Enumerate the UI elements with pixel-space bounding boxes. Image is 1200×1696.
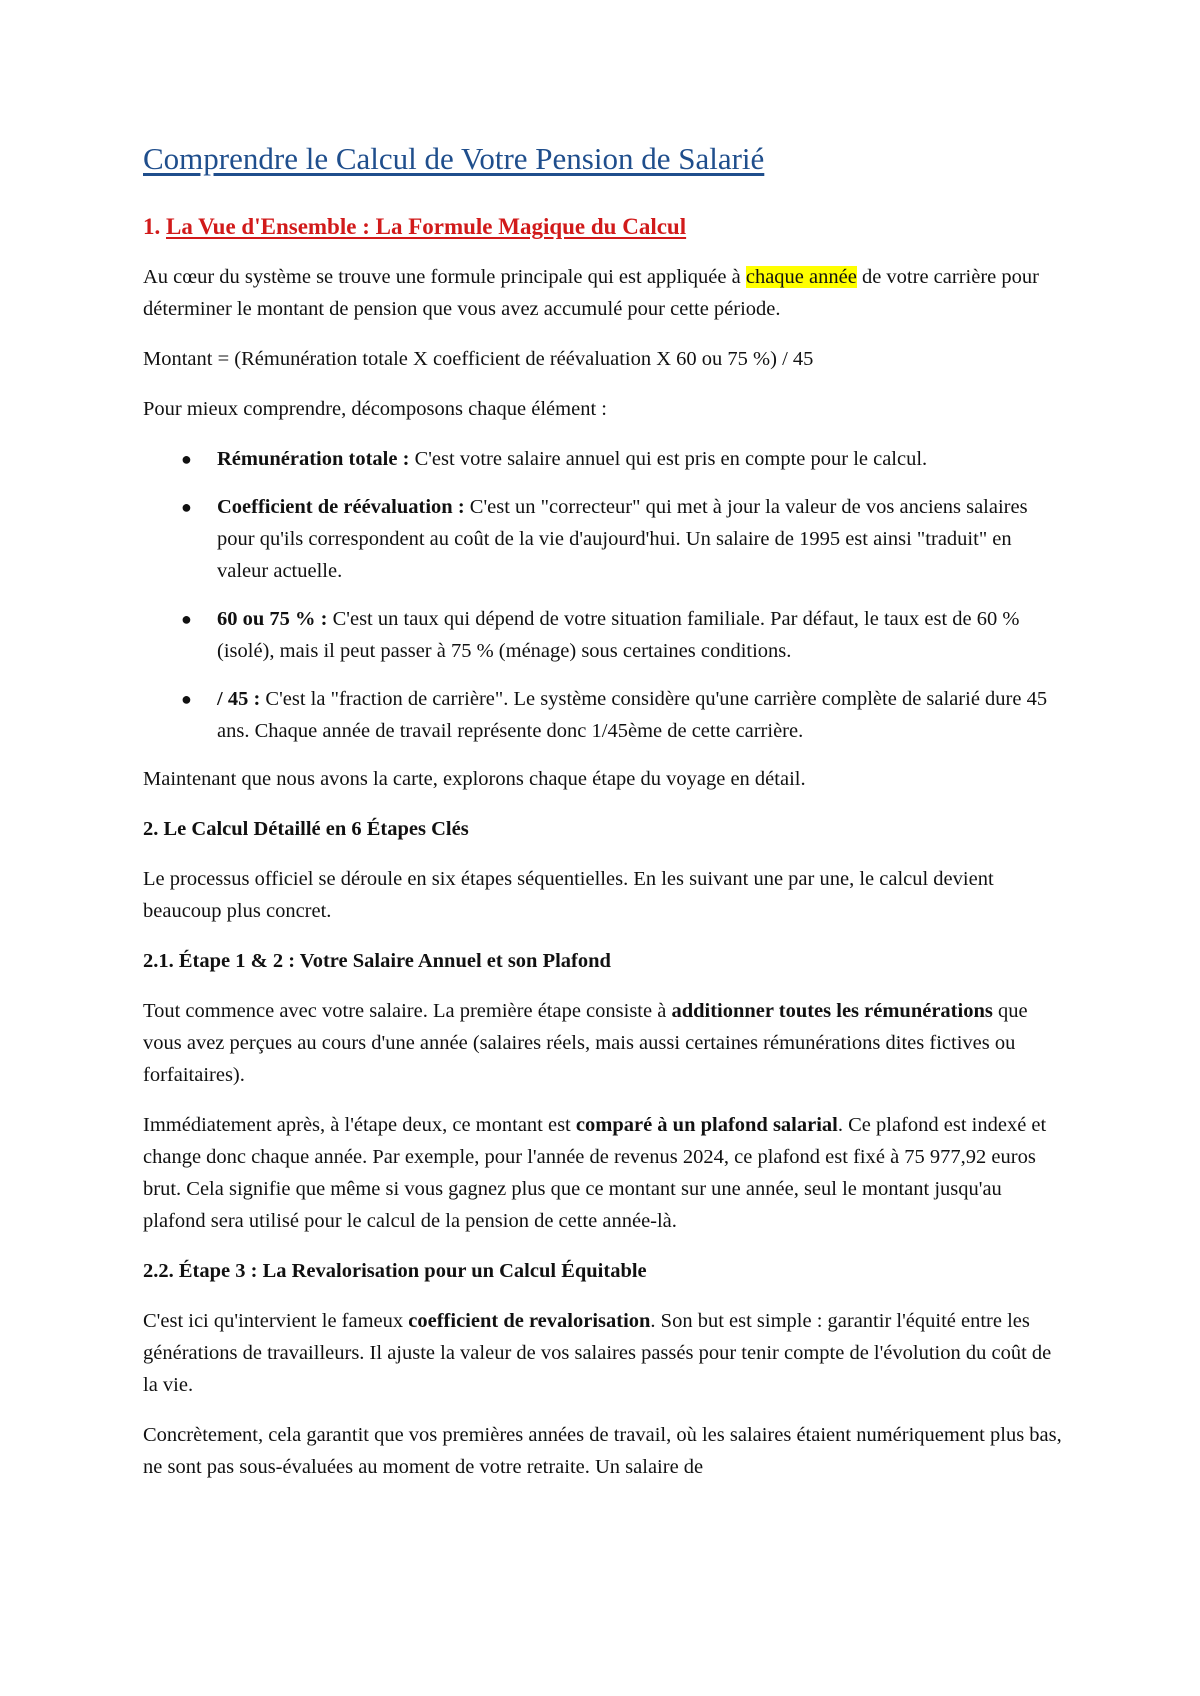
bullet-icon: ● [181,688,192,709]
document-page [143,140,1063,1501]
subsection-2-1-paragraph-2 [143,1109,1063,1237]
list-item-text: C'est un taux qui dépend de votre situation familiale. Par défaut, le taux est de 60 % (isolé), mais il peut passer à 75 % (ménage) sous certaines conditions. [217,607,1020,662]
subsection-2-1-heading: 2.1. Étape 1 & 2 : Votre Salaire Annuel et son Plafond [143,949,611,972]
paragraph-bold-text: coefficient de revalorisation [408,1309,651,1332]
formula-elements-list [143,443,1063,747]
list-item-text: C'est votre salaire annuel qui est pris en compte pour le calcul. [409,447,928,470]
list-item [181,683,1063,747]
section-1-outro: Maintenant que nous avons la carte, explorons chaque étape du voyage en détail. [143,767,806,790]
list-item-text: C'est un "correcteur" qui met à jour la valeur de vos anciens salaires pour qu'ils correspondent au coût de la vie d'aujourd'hui. Un salaire de 1995 est ainsi "traduit" en valeur actuelle. [217,495,1028,582]
intro-text-after: de votre carrière pour déterminer le montant de pension que vous avez accumulé pour cette période. [143,265,1039,320]
section-1-intro [143,261,1063,325]
section-1-heading [143,213,1063,241]
paragraph-bold-text: comparé à un plafond salarial [575,1113,838,1136]
intro-text-before: Au cœur du système se trouve une formule principale qui est appliquée à [143,265,746,288]
list-item-term: 60 ou 75 % : [217,607,328,630]
document-title: Comprendre le Calcul de Votre Pension de Salarié [143,141,765,176]
paragraph-text: Tout commence avec votre salaire. La première étape consiste à [143,999,672,1022]
list-item [181,603,1063,667]
subsection-2-1-paragraph-1 [143,995,1063,1091]
paragraph-text: . Son but est simple : garantir l'équité entre les générations de travailleurs. Il ajuste la valeur de vos salaires passés pour tenir compte de l'évolution du coût de la vie. [143,1309,1052,1396]
bullet-icon: ● [181,496,192,517]
breakdown-lead: Pour mieux comprendre, décomposons chaque élément : [143,397,607,420]
section-1-title: La Vue d'Ensemble : La Formule Magique du Calcul [166,214,687,240]
list-item [181,491,1063,587]
section-1-number: 1. [143,214,166,240]
section-2-heading: 2. Le Calcul Détaillé en 6 Étapes Clés [143,817,469,840]
list-item-text: C'est la "fraction de carrière". Le système considère qu'une carrière complète de salarié dure 45 ans. Chaque année de travail représente donc 1/45ème de cette carrière. [217,687,1048,742]
subsection-2-2-heading: 2.2. Étape 3 : La Revalorisation pour un Calcul Équitable [143,1259,647,1282]
subsection-2-2-paragraph-1 [143,1305,1063,1401]
formula: Montant = (Rémunération totale X coefficient de réévaluation X 60 ou 75 %) / 45 [143,347,814,370]
list-item [181,443,1063,475]
list-item-term: Coefficient de réévaluation : [217,495,465,518]
bullet-icon: ● [181,448,192,469]
subsection-2-2-paragraph-2: Concrètement, cela garantit que vos premières années de travail, où les salaires étaient numériquement plus bas, ne sont pas sous-évaluées au moment de votre retraite. Un salaire de [143,1423,1062,1478]
paragraph-bold-text: additionner toutes les rémunérations [671,999,993,1022]
paragraph-text: . Ce plafond est indexé et change donc chaque année. Par exemple, pour l'année de revenus 2024, ce plafond est fixé à 75 977,92 euros brut. Cela signifie que même si vous gagnez plus que ce montant sur une année, seul le montant jusqu'au plafond sera utilisé pour le calcul de la pension de cette année-là. [143,1113,1047,1232]
list-item-term: Rémunération totale : [217,447,410,470]
bullet-icon: ● [181,608,192,629]
list-item-term: / 45 : [217,687,261,710]
paragraph-text: Immédiatement après, à l'étape deux, ce montant est [143,1113,576,1136]
paragraph-text: C'est ici qu'intervient le fameux [143,1309,409,1332]
section-2-intro: Le processus officiel se déroule en six étapes séquentielles. En les suivant une par une, le calcul devient beaucoup plus concret. [143,867,994,922]
paragraph-text: que vous avez perçues au cours d'une année (salaires réels, mais aussi certaines rémunérations dites fictives ou forfaitaires). [143,999,1028,1086]
highlighted-text: chaque année [745,265,857,288]
